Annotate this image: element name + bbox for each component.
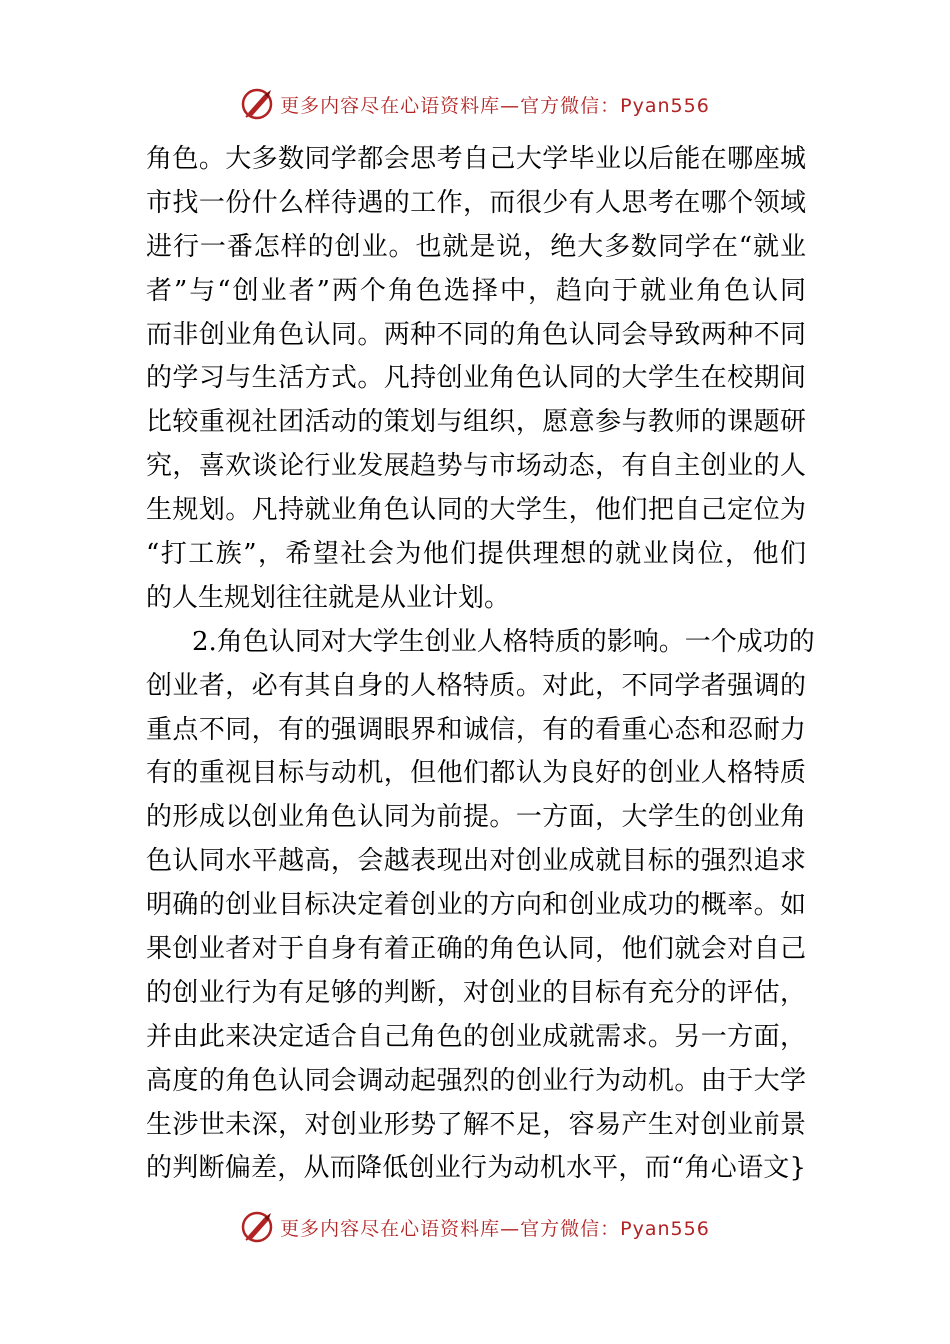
body-line: 生规划。凡持就业角色认同的大学生，他们把自己定位为 bbox=[146, 495, 806, 526]
pen-logo-icon bbox=[240, 1209, 276, 1245]
body-line: 市找一份什么样待遇的工作，而很少有人思考在哪个领域 bbox=[146, 187, 806, 218]
body-line: 的形成以创业角色认同为前提。一方面，大学生的创业角 bbox=[146, 802, 806, 833]
document-body bbox=[146, 138, 815, 1191]
body-line: 重点不同，有的强调眼界和诚信，有的看重心态和忍耐力 bbox=[146, 714, 806, 745]
body-line: 者”与“创业者”两个角色选择中，趋向于就业角色认同 bbox=[146, 275, 806, 306]
body-line: 的人生规划往往就是从业计划。 bbox=[146, 582, 511, 613]
body-line: 究，喜欢谈论行业发展趋势与市场动态，有自主创业的人 bbox=[146, 451, 806, 482]
body-line: 并由此来决定适合自己角色的创业成就需求。另一方面， bbox=[146, 1021, 806, 1052]
body-line: 生涉世未深，对创业形势了解不足，容易产生对创业前景 bbox=[146, 1109, 806, 1140]
body-line: 而非创业角色认同。两种不同的角色认同会导致两种不同 bbox=[146, 319, 806, 350]
header-watermark-banner bbox=[0, 84, 950, 124]
body-line: 高度的角色认同会调动起强烈的创业行为动机。由于大学 bbox=[146, 1065, 806, 1096]
pen-logo-icon bbox=[240, 86, 276, 122]
body-line: 比较重视社团活动的策划与组织，愿意参与教师的课题研 bbox=[146, 407, 806, 438]
body-line: 果创业者对于自身有着正确的角色认同，他们就会对自己 bbox=[146, 934, 806, 965]
footer-watermark-banner bbox=[0, 1207, 950, 1247]
body-line: 明确的创业目标决定着创业的方向和创业成功的概率。如 bbox=[146, 890, 806, 921]
body-line: 进行一番怎样的创业。也就是说，绝大多数同学在“就业 bbox=[146, 231, 806, 262]
body-line: 创业者，必有其自身的人格特质。对此，不同学者强调的 bbox=[146, 670, 806, 701]
body-line: 的创业行为有足够的判断，对创业的目标有充分的评估， bbox=[146, 977, 806, 1008]
footer-banner-text: 更多内容尽在心语资料库—官方微信：Pyan556 bbox=[280, 1217, 710, 1240]
body-line: 色认同水平越高，会越表现出对创业成就目标的强烈追求 bbox=[146, 846, 806, 877]
body-line: “打工族”，希望社会为他们提供理想的就业岗位，他们 bbox=[146, 539, 806, 570]
body-line: 有的重视目标与动机，但他们都认为良好的创业人格特质 bbox=[146, 758, 806, 789]
body-line: 2.角色认同对大学生创业人格特质的影响。一个成功的 bbox=[192, 626, 815, 657]
body-line: 的学习与生活方式。凡持创业角色认同的大学生在校期间 bbox=[146, 363, 806, 394]
body-line: 角色。大多数同学都会思考自己大学毕业以后能在哪座城 bbox=[146, 144, 806, 174]
body-line: 的判断偏差，从而降低创业行为动机水平，而“角心语文} bbox=[146, 1153, 806, 1184]
header-banner-text: 更多内容尽在心语资料库—官方微信：Pyan556 bbox=[280, 94, 710, 117]
